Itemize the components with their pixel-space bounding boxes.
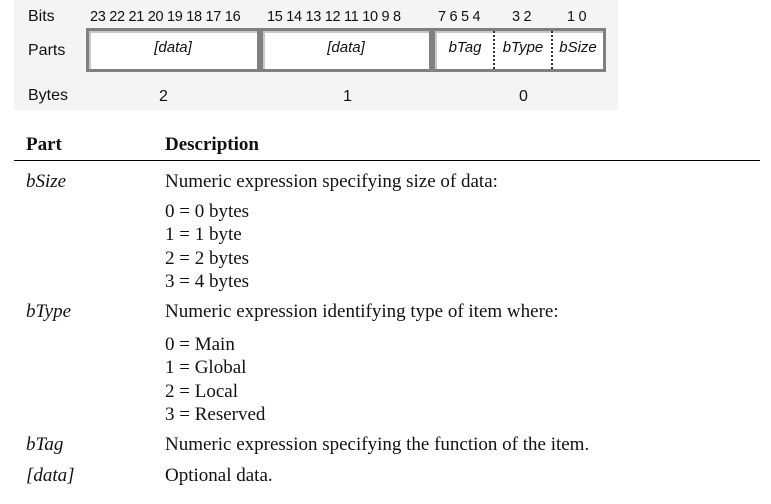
btype-value-list [165, 333, 265, 426]
description-column-header: Description [165, 134, 259, 155]
part-bsize: bSize [26, 171, 67, 192]
list-item: 1 = 1 byte [165, 224, 242, 246]
bsize-value-list [165, 200, 249, 293]
description-btag: Numeric expression specifying the function of the item. [165, 434, 590, 455]
byte2-data-label: [data] [154, 39, 192, 56]
bits-byte2: 23 22 21 20 19 18 17 16 [90, 9, 241, 25]
byte1-number: 1 [343, 88, 352, 105]
list-item: 0 = 0 bytes [165, 201, 250, 222]
parts-row-label: Parts [28, 42, 66, 59]
bytes-row-label: Bytes [28, 87, 69, 104]
byte1-data-label: [data] [327, 39, 365, 56]
byte2-number: 2 [159, 88, 168, 105]
byte0-number: 0 [519, 88, 528, 105]
item-format-diagram [0, 0, 771, 120]
btag-label: bTag [448, 39, 482, 56]
bits-byte0-size: 1 0 [567, 9, 587, 25]
description-btype: Numeric expression identifying type of item where: [165, 301, 559, 322]
btype-label: bType [502, 39, 544, 56]
part-btag: bTag [26, 434, 64, 455]
list-item: 3 = 4 bytes [165, 270, 250, 292]
list-item: 1 = Global [165, 357, 247, 379]
part-btype: bType [26, 301, 72, 322]
description-bsize: Numeric expression specifying size of data: [165, 171, 498, 192]
bsize-label: bSize [559, 39, 597, 56]
list-item: 3 = Reserved [165, 403, 266, 425]
bits-byte0-type: 3 2 [512, 9, 532, 25]
bits-row-label: Bits [28, 8, 55, 25]
list-item: 2 = 2 bytes [165, 247, 250, 269]
bits-byte1: 15 14 13 12 11 10 9 8 [267, 9, 401, 25]
part-column-header: Part [26, 134, 62, 155]
part-data: [data] [26, 465, 75, 486]
list-item: 2 = Local [165, 380, 238, 402]
header-rule [14, 160, 760, 161]
bits-byte0-tag: 7 6 5 4 [438, 9, 481, 25]
list-item: 0 = Main [165, 334, 235, 355]
description-data: Optional data. [165, 465, 273, 486]
